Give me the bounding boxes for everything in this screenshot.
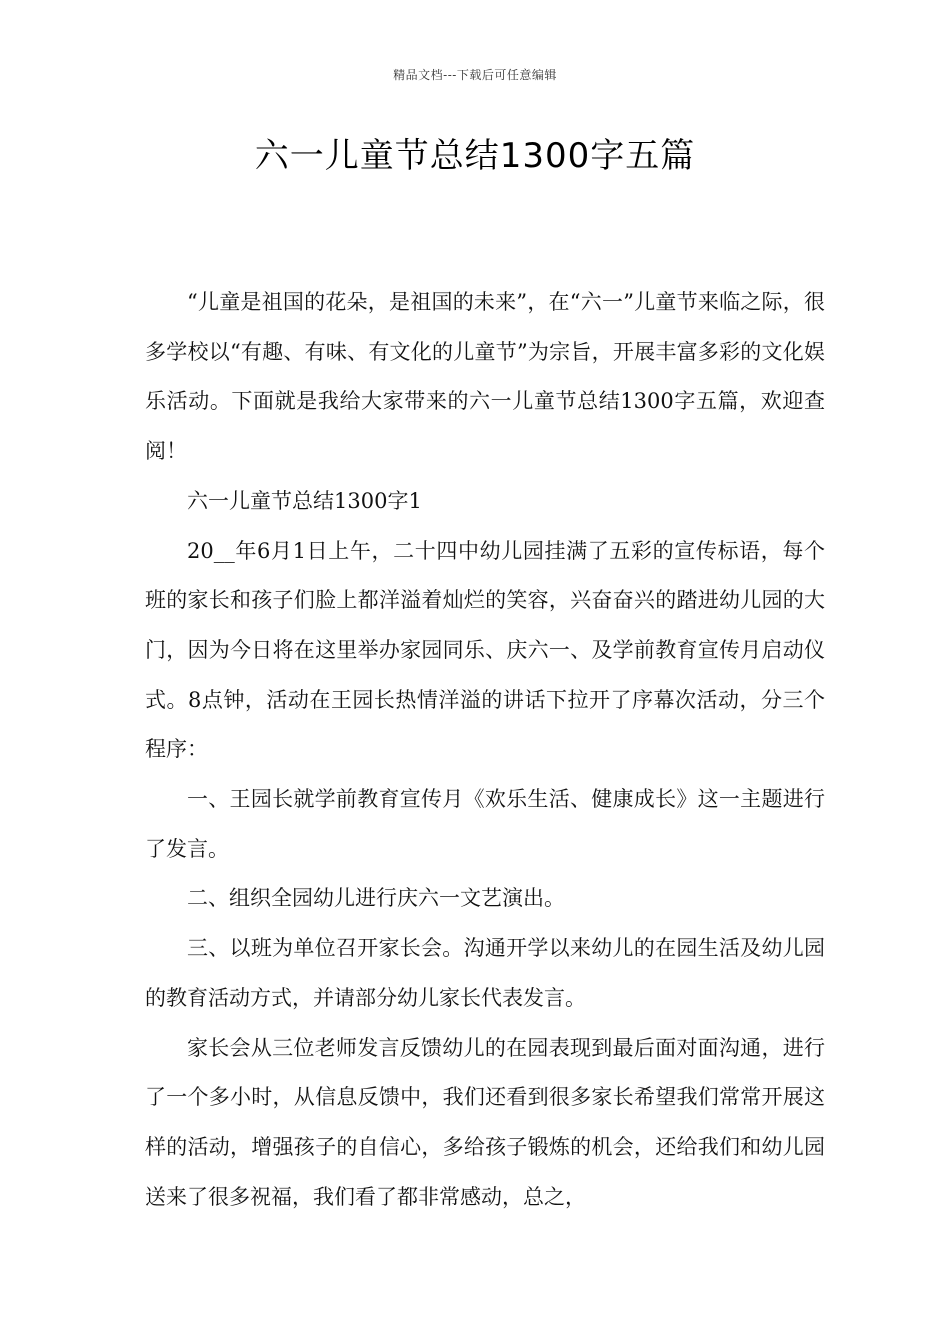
document-title: 六一儿童节总结1300字五篇 bbox=[254, 136, 696, 176]
paragraph-event: 20__年6月1日上午，二十四中幼儿园挂满了五彩的宣传标语，每个班的家长和孩子们脸上都洋溢着灿烂的笑容，兴奋奋兴的踏进幼儿园的大门，因为今日将在这里举办家园同乐、庆六一、及学前教育宣传月启动仪式。8点钟，活动在王园长热情洋溢的讲话下拉开了序幕次活动，分三个程序： bbox=[145, 538, 825, 762]
document-body bbox=[145, 278, 825, 1222]
paragraph-step-one: 一、王园长就学前教育宣传月《欢乐生活、健康成长》这一主题进行了发言。 bbox=[145, 787, 825, 861]
section-heading: 六一儿童节总结1300字1 bbox=[187, 488, 422, 513]
paragraph-step-three: 三、以班为单位召开家长会。沟通开学以来幼儿的在园生活及幼儿园的教育活动方式，并请部分幼儿家长代表发言。 bbox=[145, 936, 825, 1010]
paragraph-step-two: 二、组织全园幼儿进行庆六一文艺演出。 bbox=[187, 886, 565, 911]
paragraph-parent-meeting: 家长会从三位老师发言反馈幼儿的在园表现到最后面对面沟通，进行了一个多小时，从信息反馈中，我们还看到很多家长希望我们常常开展这样的活动，增强孩子的自信心，多给孩子锻炼的机会，还给我们和幼儿园送来了很多祝福，我们看了都非常感动，总之， bbox=[145, 1035, 825, 1209]
header-note: 精品文档---下载后可任意编辑 bbox=[393, 68, 557, 82]
paragraph-intro: “儿童是祖国的花朵，是祖国的未来”，在“六一”儿童节来临之际，很多学校以“有趣、有味、有文化的儿童节”为宗旨，开展丰富多彩的文化娱乐活动。下面就是我给大家带来的六一儿童节总结1300字五篇，欢迎查阅！ bbox=[145, 290, 825, 464]
